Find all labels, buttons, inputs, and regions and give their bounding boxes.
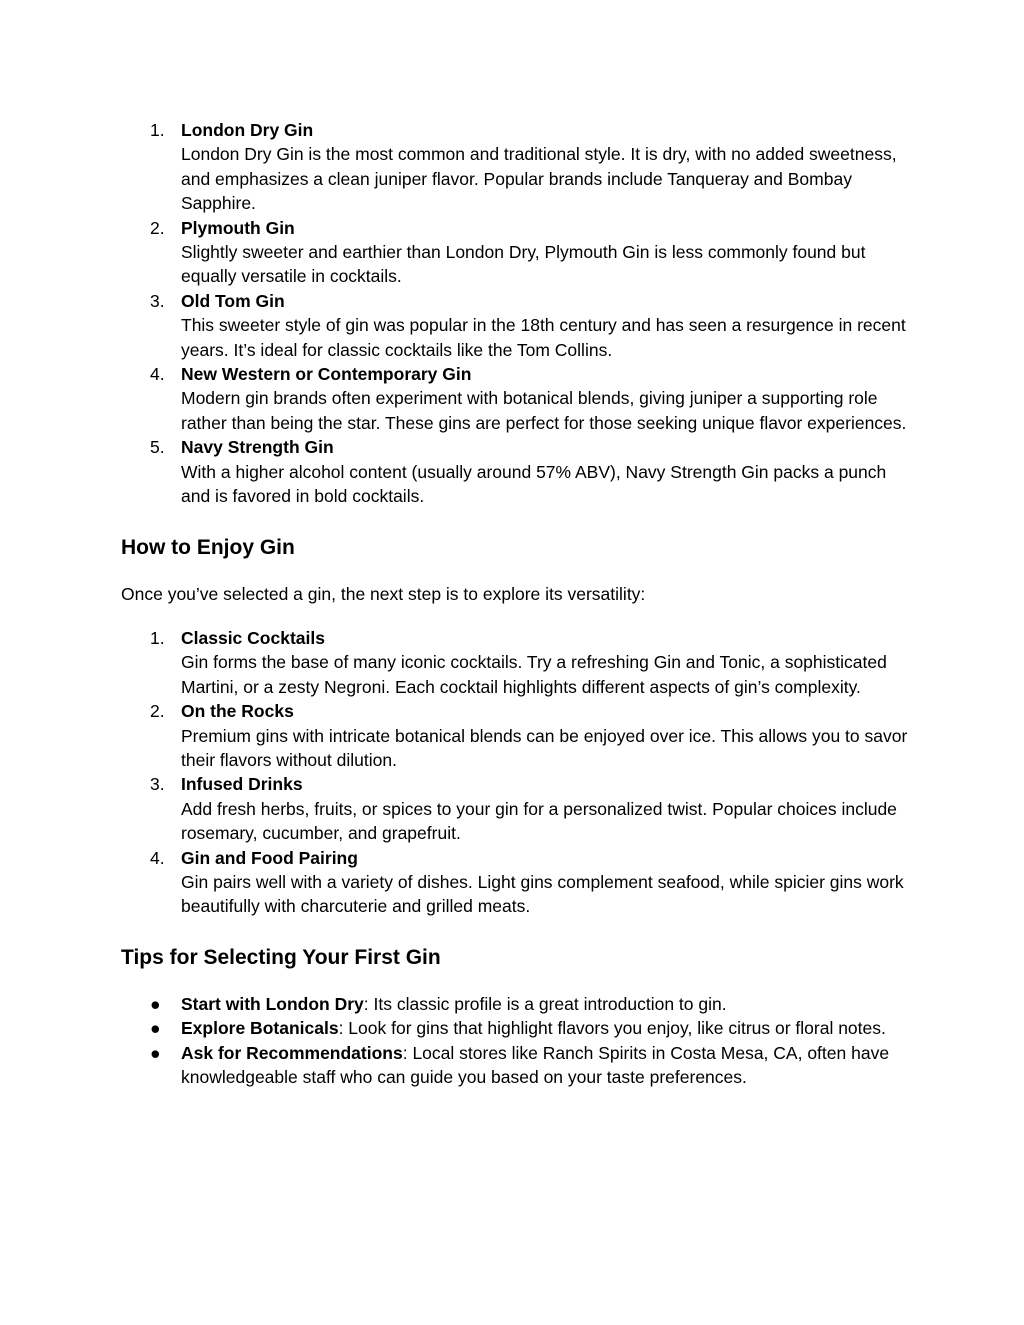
section-heading-enjoy: How to Enjoy Gin [121, 535, 295, 559]
list-item [121, 216, 911, 289]
list-item [121, 362, 911, 435]
tip-description: : Local stores like Ranch Spirits in Costa Mesa, CA, often have knowledgeable staff who can guide you based on your taste preferences. [181, 1042, 890, 1087]
item-title: Infused Drinks [181, 774, 303, 795]
tip-description: : Its classic profile is a great introduction to gin. [363, 993, 727, 1014]
item-description: This sweeter style of gin was popular in the 18th century and has seen a resurgence in recent years. It’s ideal for classic cocktails like the Tom Collins. [181, 315, 906, 360]
list-number: 5. [150, 437, 165, 458]
item-description: Premium gins with intricate botanical blends can be enjoyed over ice. This allows you to savor their flavors without dilution. [181, 725, 908, 770]
item-description: Slightly sweeter and earthier than London Dry, Plymouth Gin is less commonly found but equally versatile in cocktails. [181, 242, 866, 287]
list-item [121, 772, 911, 845]
item-description: With a higher alcohol content (usually around 57% ABV), Navy Strength Gin packs a punch and is favored in bold cocktails. [181, 461, 887, 507]
list-number: 1. [150, 120, 165, 140]
list-number: 3. [150, 290, 165, 311]
item-title: Plymouth Gin [181, 217, 295, 238]
item-title: Navy Strength Gin [181, 437, 334, 458]
item-description: Gin pairs well with a variety of dishes. Light gins complement seafood, while spicier gins work beautifully with charcuterie and grilled meats. [181, 871, 904, 917]
item-description: Modern gin brands often experiment with botanical blends, giving juniper a supporting role rather than being the star. These gins are perfect for those seeking unique flavor experiences. [181, 388, 907, 433]
tip-title: Start with London Dry [181, 993, 364, 1014]
tip-title: Ask for Recommendations [181, 1042, 403, 1063]
list-item [121, 289, 911, 362]
list-item [121, 1041, 911, 1090]
tip-description: : Look for gins that highlight flavors you enjoy, like citrus or floral notes. [338, 1018, 886, 1039]
document-page [121, 118, 911, 1089]
list-number: 4. [150, 847, 165, 868]
bullet-icon: ● [150, 993, 161, 1014]
item-title: Old Tom Gin [181, 290, 285, 311]
item-description: London Dry Gin is the most common and traditional style. It is dry, with no added sweetness, and emphasizes a clean juniper flavor. Popular brands include Tanqueray and Bombay Sapphire. [181, 144, 897, 214]
list-number: 4. [150, 364, 165, 385]
item-description: Add fresh herbs, fruits, or spices to your gin for a personalized twist. Popular choices include rosemary, cucumber, and grapefruit. [181, 798, 897, 844]
item-title: London Dry Gin [181, 120, 314, 140]
list-item [121, 626, 911, 699]
tip-title: Explore Botanicals [181, 1018, 339, 1039]
tips-list [121, 992, 911, 1090]
list-item [121, 699, 911, 772]
list-number: 3. [150, 774, 165, 795]
list-item [121, 1016, 911, 1040]
list-item [121, 992, 911, 1016]
list-item [121, 118, 911, 216]
item-title: Gin and Food Pairing [181, 847, 358, 868]
bullet-icon: ● [150, 1042, 161, 1063]
list-number: 2. [150, 217, 165, 238]
item-title: Classic Cocktails [181, 627, 325, 648]
enjoy-list [121, 626, 911, 919]
bullet-icon: ● [150, 1018, 161, 1039]
list-item [121, 435, 911, 508]
item-description: Gin forms the base of many iconic cocktails. Try a refreshing Gin and Tonic, a sophisticated Martini, or a zesty Negroni. Each cocktail highlights different aspects of gin’s complexity. [181, 652, 887, 697]
section-heading-tips: Tips for Selecting Your First Gin [121, 945, 441, 969]
list-item [121, 846, 911, 919]
list-number: 1. [150, 627, 165, 648]
enjoy-intro-paragraph: Once you’ve selected a gin, the next step is to explore its versatility: [121, 583, 646, 604]
gin-types-list [121, 118, 911, 509]
item-title: On the Rocks [181, 701, 294, 722]
item-title: New Western or Contemporary Gin [181, 364, 472, 385]
list-number: 2. [150, 701, 165, 722]
